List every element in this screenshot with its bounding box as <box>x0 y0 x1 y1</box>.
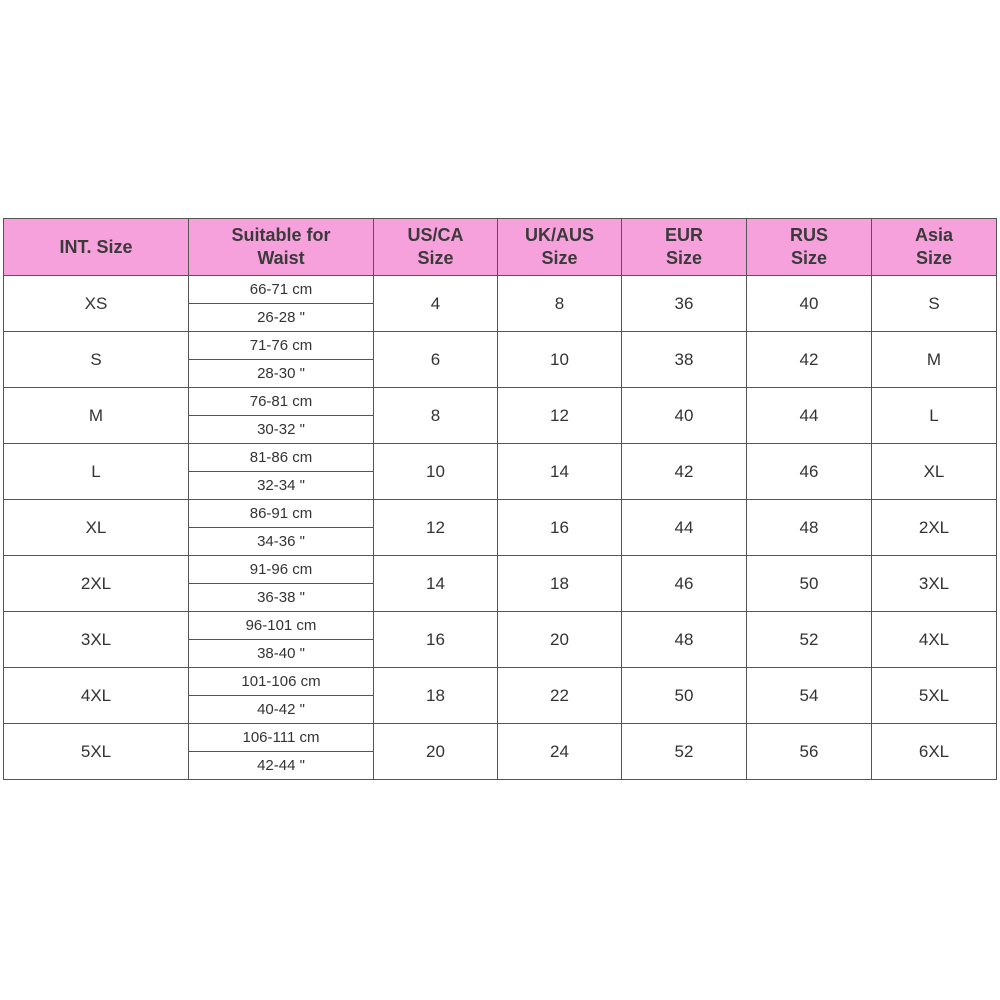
eur-size-cell: 44 <box>622 500 747 556</box>
eur-size-cell: 50 <box>622 668 747 724</box>
header-line: Size <box>790 248 828 268</box>
asia-size-cell: L <box>872 388 997 444</box>
waist-inch-value: 38-40 " <box>257 645 305 662</box>
waist-cell <box>189 724 374 780</box>
eur-size-cell: 52 <box>622 724 747 780</box>
eur-size-cell: 48 <box>622 612 747 668</box>
waist-cell <box>189 388 374 444</box>
waist-cell <box>189 500 374 556</box>
int-size-cell: 5XL <box>4 724 189 780</box>
header-line: Size <box>665 248 703 268</box>
rus-size-cell: 56 <box>747 724 872 780</box>
eur-size-cell: 40 <box>622 388 747 444</box>
waist-cm-value: 76-81 cm <box>189 388 373 416</box>
waist-cm-value: 66-71 cm <box>189 276 373 304</box>
table-row <box>4 724 997 780</box>
rus-size-cell: 52 <box>747 612 872 668</box>
uk-aus-size-cell: 14 <box>498 444 622 500</box>
waist-inch-value: 36-38 " <box>257 589 305 606</box>
int-size-header <box>4 219 189 276</box>
int-size-cell: XL <box>4 500 189 556</box>
waist-cell <box>189 444 374 500</box>
eur-size-cell: 36 <box>622 276 747 332</box>
table-body <box>4 276 997 780</box>
int-size-cell: 2XL <box>4 556 189 612</box>
us-ca-size-cell: 8 <box>374 388 498 444</box>
rus-size-cell: 54 <box>747 668 872 724</box>
us-ca-size-header <box>374 219 498 276</box>
waist-cm-value: 106-111 cm <box>189 724 373 752</box>
waist-cell <box>189 556 374 612</box>
us-ca-size-cell: 18 <box>374 668 498 724</box>
header-line: Suitable for <box>231 225 331 245</box>
table-row <box>4 444 997 500</box>
waist-cm-value: 96-101 cm <box>189 612 373 640</box>
table-row <box>4 668 997 724</box>
uk-aus-size-cell: 20 <box>498 612 622 668</box>
header-line: Size <box>417 248 454 268</box>
int-size-cell: XS <box>4 276 189 332</box>
rus-size-cell: 46 <box>747 444 872 500</box>
uk-aus-size-cell: 16 <box>498 500 622 556</box>
uk-aus-size-cell: 12 <box>498 388 622 444</box>
header-line: Asia <box>914 225 954 245</box>
waist-cm-value: 91-96 cm <box>189 556 373 584</box>
header-line: EUR <box>664 225 703 245</box>
waist-cm-value: 101-106 cm <box>189 668 373 696</box>
table-row <box>4 612 997 668</box>
asia-size-cell: M <box>872 332 997 388</box>
us-ca-size-cell: 10 <box>374 444 498 500</box>
header-line: Waist <box>257 248 305 268</box>
int-size-cell: M <box>4 388 189 444</box>
header-line: RUS <box>789 225 828 245</box>
uk-aus-size-cell: 22 <box>498 668 622 724</box>
us-ca-size-cell: 4 <box>374 276 498 332</box>
uk-aus-size-cell: 8 <box>498 276 622 332</box>
asia-size-cell: 4XL <box>872 612 997 668</box>
waist-cell <box>189 332 374 388</box>
header-row <box>4 219 997 276</box>
uk-aus-size-header <box>498 219 622 276</box>
waist-cell <box>189 276 374 332</box>
rus-size-cell: 50 <box>747 556 872 612</box>
header-line: INT. Size <box>59 236 133 257</box>
eur-size-cell: 46 <box>622 556 747 612</box>
waist-inch-value: 40-42 " <box>257 701 305 718</box>
waist-inch-value: 30-32 " <box>257 421 305 438</box>
header-line: Size <box>915 248 953 268</box>
rus-size-cell: 42 <box>747 332 872 388</box>
asia-size-cell: 3XL <box>872 556 997 612</box>
int-size-cell: L <box>4 444 189 500</box>
waist-inch-value: 28-30 " <box>257 365 305 382</box>
waist-cm-value: 86-91 cm <box>189 500 373 528</box>
table-row <box>4 388 997 444</box>
asia-size-cell: 5XL <box>872 668 997 724</box>
int-size-cell: S <box>4 332 189 388</box>
asia-size-cell: 2XL <box>872 500 997 556</box>
eur-size-cell: 38 <box>622 332 747 388</box>
size-chart-table <box>3 218 997 780</box>
rus-size-cell: 44 <box>747 388 872 444</box>
waist-cm-value: 81-86 cm <box>189 444 373 472</box>
uk-aus-size-cell: 24 <box>498 724 622 780</box>
uk-aus-size-cell: 10 <box>498 332 622 388</box>
us-ca-size-cell: 16 <box>374 612 498 668</box>
table-row <box>4 332 997 388</box>
rus-size-header <box>747 219 872 276</box>
asia-size-cell: XL <box>872 444 997 500</box>
header-line: US/CA <box>407 225 464 245</box>
table-row <box>4 500 997 556</box>
eur-size-header <box>622 219 747 276</box>
int-size-cell: 4XL <box>4 668 189 724</box>
us-ca-size-cell: 20 <box>374 724 498 780</box>
us-ca-size-cell: 12 <box>374 500 498 556</box>
table-row <box>4 556 997 612</box>
us-ca-size-cell: 14 <box>374 556 498 612</box>
rus-size-cell: 48 <box>747 500 872 556</box>
table-header <box>4 219 997 276</box>
waist-inch-value: 34-36 " <box>257 533 305 550</box>
waist-header <box>189 219 374 276</box>
asia-size-cell: 6XL <box>872 724 997 780</box>
rus-size-cell: 40 <box>747 276 872 332</box>
table-row <box>4 276 997 332</box>
waist-cell <box>189 668 374 724</box>
eur-size-cell: 42 <box>622 444 747 500</box>
int-size-cell: 3XL <box>4 612 189 668</box>
waist-cell <box>189 612 374 668</box>
waist-inch-value: 26-28 " <box>257 309 305 326</box>
waist-cm-value: 71-76 cm <box>189 332 373 360</box>
us-ca-size-cell: 6 <box>374 332 498 388</box>
waist-inch-value: 42-44 " <box>257 757 305 774</box>
asia-size-header <box>872 219 997 276</box>
header-line: UK/AUS <box>524 225 594 245</box>
asia-size-cell: S <box>872 276 997 332</box>
waist-inch-value: 32-34 " <box>257 477 305 494</box>
header-line: Size <box>541 248 578 268</box>
uk-aus-size-cell: 18 <box>498 556 622 612</box>
